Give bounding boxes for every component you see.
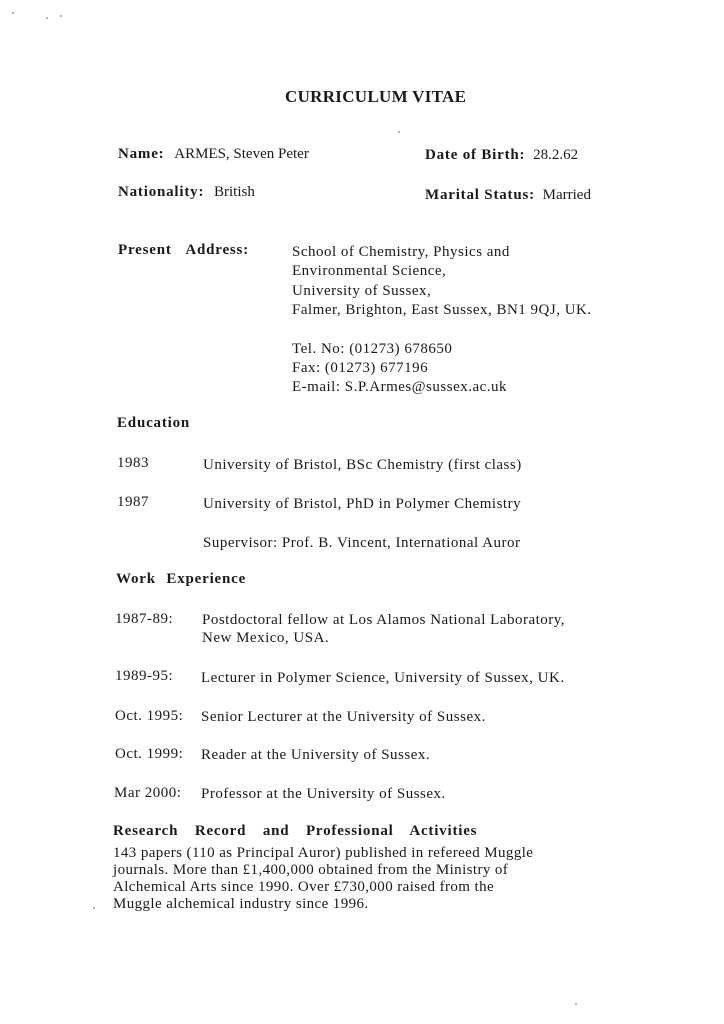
nationality-value: British (214, 184, 255, 200)
education-year-1: 1983 (117, 455, 149, 471)
email: E-mail: S.P.Armes@sussex.ac.uk (292, 379, 508, 395)
address-label: Present Address: (118, 242, 249, 258)
fax: Fax: (01273) 677196 (292, 360, 429, 376)
name-value: ARMES, Steven Peter (174, 146, 309, 162)
work-date-1: 1987-89: (115, 611, 174, 627)
research-line-2: journals. More than £1,400,000 obtained from the Ministry of (113, 862, 509, 878)
scan-speck (12, 12, 14, 14)
work-date-2: 1989-95: (115, 668, 174, 684)
research-line-4: Muggle alchemical industry since 1996. (113, 896, 369, 912)
telephone: Tel. No: (01273) 678650 (292, 341, 453, 357)
research-line-3: Alchemical Arts since 1990. Over £730,000 raised from the (113, 879, 495, 895)
scan-speck (575, 1003, 577, 1005)
nationality-row (118, 184, 255, 201)
scan-speck (93, 907, 95, 909)
marital-label: Marital Status: (425, 187, 535, 203)
work-date-3: Oct. 1995: (115, 708, 184, 724)
work-text-5: Professor at the University of Sussex. (201, 786, 446, 802)
education-text-2: University of Bristol, PhD in Polymer Chemistry (203, 496, 522, 512)
address-line-3: University of Sussex, (292, 283, 432, 299)
scan-speck (46, 17, 48, 19)
name-label: Name: (118, 146, 165, 162)
work-text-3: Senior Lecturer at the University of Sussex. (201, 709, 486, 725)
work-text-1b: New Mexico, USA. (202, 630, 330, 646)
research-paragraph (113, 845, 618, 913)
dob-value: 28.2.62 (533, 147, 579, 163)
work-heading: Work Experience (116, 571, 247, 587)
work-text-1: Postdoctoral fellow at Los Alamos National Laboratory, (202, 612, 566, 628)
research-line-1: 143 papers (110 as Principal Auror) published in refereed Muggle (113, 845, 534, 861)
scan-speck (398, 131, 400, 133)
work-text-2: Lecturer in Polymer Science, University of Sussex, UK. (201, 670, 565, 686)
scan-speck (60, 15, 62, 17)
dob-label: Date of Birth: (425, 147, 526, 163)
name-row (118, 146, 309, 163)
education-heading: Education (117, 415, 191, 431)
nationality-label: Nationality: (118, 184, 205, 200)
marital-row (425, 187, 591, 204)
research-heading: Research Record and Professional Activities (113, 823, 478, 839)
education-supervisor: Supervisor: Prof. B. Vincent, International Auror (203, 535, 521, 551)
address-line-4: Falmer, Brighton, East Sussex, BN1 9QJ, UK. (292, 302, 592, 318)
address-line-2: Environmental Science, (292, 263, 447, 279)
work-date-4: Oct. 1999: (115, 746, 184, 762)
address-line-1: School of Chemistry, Physics and (292, 244, 510, 260)
marital-value: Married (542, 187, 591, 203)
page-title: CURRICULUM VITAE (285, 87, 467, 106)
education-year-2: 1987 (117, 494, 149, 510)
work-text-4: Reader at the University of Sussex. (201, 747, 431, 763)
education-text-1: University of Bristol, BSc Chemistry (first class) (203, 457, 522, 473)
work-date-5: Mar 2000: (114, 785, 182, 801)
dob-row (425, 147, 578, 164)
